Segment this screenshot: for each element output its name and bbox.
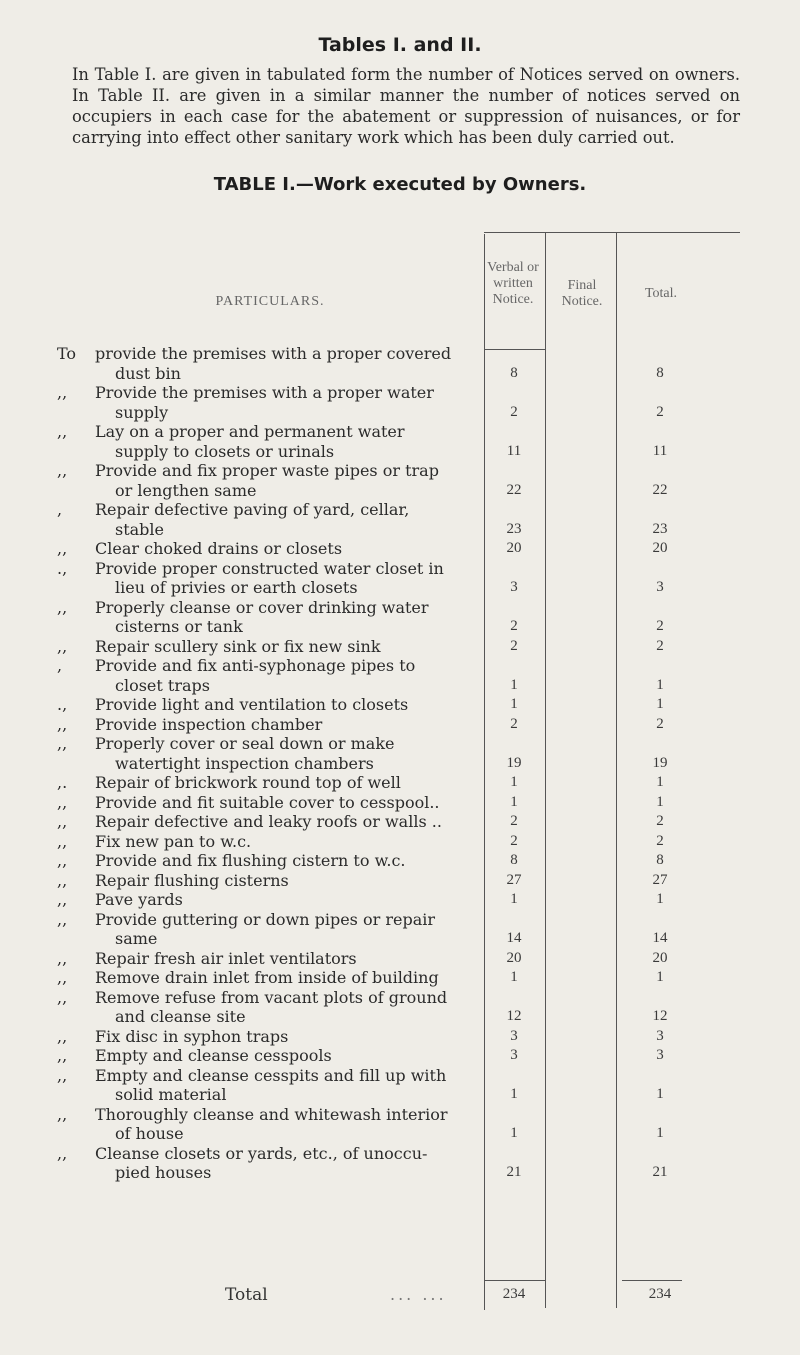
row-particulars bbox=[57, 812, 485, 832]
row-text-line1: Provide and fix anti-syphonage pipes to bbox=[95, 656, 416, 675]
table-row bbox=[0, 715, 800, 735]
row-particulars bbox=[57, 558, 485, 598]
table-row bbox=[0, 812, 800, 832]
table-row bbox=[0, 344, 800, 383]
row-text-line2: same bbox=[115, 929, 158, 948]
total-row bbox=[0, 1285, 800, 1309]
row-total-value: 3 bbox=[656, 579, 664, 595]
row-verbal-value: 20 bbox=[506, 540, 522, 556]
row-text-line1: Repair defective paving of yard, cellar, bbox=[95, 500, 410, 519]
row-verbal-value: 14 bbox=[506, 930, 522, 946]
total-rule-total bbox=[622, 1280, 682, 1281]
row-verbal-value: 12 bbox=[506, 1008, 522, 1024]
row-total-value: 1 bbox=[656, 774, 664, 790]
ditto-mark: ,, bbox=[57, 890, 68, 909]
row-particulars bbox=[57, 461, 485, 500]
row-text-line1: Provide inspection chamber bbox=[95, 714, 323, 734]
row-particulars bbox=[57, 656, 485, 695]
ditto-mark: , bbox=[57, 656, 63, 675]
row-text-line1: Provide light and ventilation to closets bbox=[95, 695, 409, 714]
row-verbal-value: 3 bbox=[510, 579, 518, 595]
row-verbal-value: 2 bbox=[510, 618, 518, 634]
page-heading: Tables I. and II. bbox=[318, 34, 482, 56]
row-verbal-value: 2 bbox=[510, 832, 518, 849]
row-verbal-value: 2 bbox=[510, 813, 518, 829]
row-particulars bbox=[57, 1026, 485, 1047]
ditto-mark: ,, bbox=[57, 812, 68, 831]
header-verbal-notice: Verbal or written Notice. bbox=[487, 260, 539, 307]
ditto-mark: ,, bbox=[57, 461, 68, 480]
row-total-value: 11 bbox=[652, 442, 668, 459]
ditto-mark: ., bbox=[57, 695, 68, 714]
total-total-value: 234 bbox=[648, 1286, 672, 1302]
row-verbal-value: 20 bbox=[506, 949, 522, 966]
row-verbal-value: 1 bbox=[510, 676, 518, 693]
row-particulars bbox=[57, 1065, 485, 1105]
ditto-mark: ,, bbox=[57, 851, 68, 870]
row-text-line2: and cleanse site bbox=[115, 1007, 246, 1026]
row-text-line1: Clear choked drains or closets bbox=[95, 539, 343, 558]
header-total: Total. bbox=[644, 286, 678, 301]
row-verbal-value: 1 bbox=[510, 774, 518, 790]
row-total-value: 1 bbox=[656, 1125, 664, 1141]
row-particulars bbox=[57, 987, 485, 1027]
row-particulars bbox=[57, 890, 485, 910]
table-row bbox=[0, 793, 800, 813]
row-text-line2: lieu of privies or earth closets bbox=[115, 578, 358, 597]
ditto-mark: To bbox=[57, 344, 77, 363]
table-row bbox=[0, 500, 800, 539]
table-row bbox=[0, 559, 800, 598]
table-row bbox=[0, 773, 800, 793]
row-particulars bbox=[57, 636, 485, 657]
row-text-line1: Properly cleanse or cover drinking water bbox=[95, 597, 429, 617]
row-particulars bbox=[57, 773, 485, 793]
row-total-value: 2 bbox=[656, 637, 664, 654]
row-particulars bbox=[57, 1046, 485, 1066]
ditto-mark: ,, bbox=[57, 870, 68, 890]
row-total-value: 2 bbox=[656, 813, 664, 829]
row-particulars bbox=[57, 539, 485, 559]
ditto-mark: ,. bbox=[57, 773, 68, 792]
row-text-line1: Provide guttering or down pipes or repair bbox=[95, 909, 435, 929]
row-text-line1: Pave yards bbox=[95, 890, 183, 909]
row-text-line1: Cleanse closets or yards, etc., of unoccu- bbox=[95, 1143, 428, 1163]
row-text-line1: Fix new pan to w.c. bbox=[95, 831, 252, 851]
table-row bbox=[0, 949, 800, 969]
row-total-value: 14 bbox=[652, 930, 668, 946]
row-text-line2: of house bbox=[115, 1124, 184, 1143]
row-total-value: 27 bbox=[652, 871, 668, 888]
ditto-mark: ,, bbox=[57, 383, 68, 402]
row-text-line2: solid material bbox=[115, 1085, 227, 1104]
row-total-value: 8 bbox=[656, 852, 664, 868]
work-table bbox=[0, 232, 800, 1312]
table-row bbox=[0, 656, 800, 695]
table-row bbox=[0, 1105, 800, 1144]
table-row bbox=[0, 1046, 800, 1066]
ditto-mark: ,, bbox=[57, 539, 68, 558]
row-particulars bbox=[57, 1104, 485, 1144]
ditto-mark: ,, bbox=[57, 987, 68, 1007]
row-total-value: 2 bbox=[656, 832, 664, 849]
row-text-line1: Fix disc in syphon traps bbox=[95, 1026, 289, 1046]
table-row bbox=[0, 461, 800, 500]
ditto-mark: ,, bbox=[57, 1065, 68, 1085]
row-particulars bbox=[57, 714, 485, 735]
row-total-value: 20 bbox=[652, 540, 668, 556]
ditto-mark: ,, bbox=[57, 714, 68, 734]
row-text-line1: Properly cover or seal down or make bbox=[95, 734, 395, 753]
ditto-mark: ,, bbox=[57, 968, 68, 987]
row-verbal-value: 27 bbox=[506, 871, 522, 888]
row-text-line1: Repair fresh air inlet ventilators bbox=[95, 948, 357, 968]
row-verbal-value: 22 bbox=[506, 481, 522, 498]
table-row bbox=[0, 1144, 800, 1183]
row-text-line2: or lengthen same bbox=[115, 480, 257, 500]
row-text-line1: Provide and fix flushing cistern to w.c. bbox=[95, 851, 406, 870]
ditto-mark: ., bbox=[57, 558, 68, 578]
row-verbal-value: 3 bbox=[510, 1027, 518, 1044]
table-title: TABLE I.—Work executed by Owners. bbox=[213, 174, 587, 195]
row-total-value: 3 bbox=[656, 1047, 664, 1063]
table-row bbox=[0, 910, 800, 949]
row-particulars bbox=[57, 851, 485, 871]
row-text-line1: Repair flushing cisterns bbox=[95, 870, 289, 890]
row-total-value: 20 bbox=[652, 949, 668, 966]
row-text-line2: stable bbox=[115, 519, 165, 539]
row-total-value: 23 bbox=[652, 520, 668, 537]
row-total-value: 1 bbox=[656, 969, 664, 985]
table-row bbox=[0, 871, 800, 891]
row-text-line1: Thoroughly cleanse and whitewash interior bbox=[95, 1104, 448, 1124]
row-total-value: 1 bbox=[656, 793, 664, 810]
row-particulars bbox=[57, 948, 485, 969]
header-particulars: PARTICULARS. bbox=[215, 294, 325, 309]
row-verbal-value: 1 bbox=[510, 891, 518, 907]
row-particulars bbox=[57, 870, 485, 891]
row-text-line2: dust bin bbox=[115, 363, 181, 383]
row-particulars bbox=[57, 597, 485, 637]
row-text-line1: Provide and fix proper waste pipes or trap bbox=[95, 461, 439, 480]
header-top-rule bbox=[484, 232, 740, 233]
row-verbal-value: 2 bbox=[510, 637, 518, 654]
table-row bbox=[0, 832, 800, 852]
row-total-value: 2 bbox=[656, 618, 664, 634]
row-text-line1: Repair defective and leaky roofs or walls .. bbox=[95, 812, 442, 831]
table-row bbox=[0, 598, 800, 637]
table-row bbox=[0, 422, 800, 461]
table-row bbox=[0, 988, 800, 1027]
total-verbal-value: 234 bbox=[502, 1286, 526, 1302]
row-total-value: 19 bbox=[652, 754, 668, 771]
ditto-mark: ,, bbox=[57, 909, 68, 929]
table-row bbox=[0, 1027, 800, 1047]
row-total-value: 1 bbox=[656, 891, 664, 907]
row-particulars bbox=[57, 500, 485, 539]
row-particulars bbox=[57, 695, 485, 715]
row-total-value: 8 bbox=[656, 364, 664, 381]
row-particulars bbox=[57, 734, 485, 773]
row-text-line1: Provide the premises with a proper water bbox=[95, 383, 434, 402]
row-verbal-value: 8 bbox=[510, 364, 518, 381]
table-body bbox=[0, 344, 800, 1183]
row-verbal-value: 2 bbox=[510, 403, 518, 420]
intro-paragraph: In Table I. are given in tabulated form the number of Notices served on owners. In Table II. are given in a similar manner the number of notices served on occupiers in each case for the abatement or suppression of nuisances, or for carrying into effect other sanitary work which has been duly carried out. bbox=[72, 65, 740, 147]
row-verbal-value: 21 bbox=[506, 1164, 522, 1180]
row-verbal-value: 19 bbox=[506, 754, 522, 771]
row-total-value: 2 bbox=[656, 403, 664, 420]
ditto-mark: ,, bbox=[57, 1104, 68, 1124]
ditto-mark: ,, bbox=[57, 1143, 68, 1163]
table-row bbox=[0, 734, 800, 773]
row-text-line1: provide the premises with a proper covered bbox=[95, 344, 452, 363]
row-text-line2: closet traps bbox=[115, 675, 210, 695]
ditto-mark: ,, bbox=[57, 734, 68, 753]
row-particulars bbox=[57, 831, 485, 852]
ditto-mark: ,, bbox=[57, 1046, 68, 1065]
table-row bbox=[0, 851, 800, 871]
row-text-line2: watertight inspection chambers bbox=[115, 753, 374, 773]
header-final-notice: Final Notice. bbox=[561, 278, 603, 309]
row-verbal-value: 1 bbox=[510, 1125, 518, 1141]
row-total-value: 2 bbox=[656, 715, 664, 732]
ditto-mark: ,, bbox=[57, 636, 68, 656]
row-particulars bbox=[57, 792, 485, 813]
row-particulars bbox=[57, 1143, 485, 1183]
table-row bbox=[0, 637, 800, 657]
table-row bbox=[0, 383, 800, 422]
row-text-line1: Provide proper constructed water closet in bbox=[95, 558, 444, 578]
ditto-mark: ,, bbox=[57, 948, 68, 968]
row-particulars bbox=[57, 344, 485, 383]
row-text-line1: Repair scullery sink or fix new sink bbox=[95, 636, 381, 656]
ditto-mark: ,, bbox=[57, 1026, 68, 1046]
row-total-value: 3 bbox=[656, 1027, 664, 1044]
row-total-value: 22 bbox=[652, 481, 668, 498]
total-label: Total bbox=[225, 1285, 268, 1305]
row-verbal-value: 8 bbox=[510, 852, 518, 868]
row-text-line1: Provide and fit suitable cover to cesspool.. bbox=[95, 792, 440, 812]
table-row bbox=[0, 968, 800, 988]
row-particulars bbox=[57, 909, 485, 949]
row-verbal-value: 1 bbox=[510, 696, 518, 712]
row-verbal-value: 1 bbox=[510, 793, 518, 810]
row-text-line2: supply bbox=[115, 402, 169, 422]
ditto-mark: ,, bbox=[57, 831, 68, 851]
row-text-line2: pied houses bbox=[115, 1163, 212, 1182]
row-text-line1: Repair of brickwork round top of well bbox=[95, 773, 401, 792]
row-text-line2: supply to closets or urinals bbox=[115, 441, 335, 461]
row-verbal-value: 23 bbox=[506, 520, 522, 537]
row-particulars bbox=[57, 968, 485, 988]
row-verbal-value: 11 bbox=[506, 442, 522, 459]
row-particulars bbox=[57, 422, 485, 461]
row-text-line1: Empty and cleanse cesspools bbox=[95, 1046, 332, 1065]
table-row bbox=[0, 539, 800, 559]
ditto-mark: ,, bbox=[57, 597, 68, 617]
row-text-line1: Remove refuse from vacant plots of ground bbox=[95, 987, 448, 1007]
row-verbal-value: 3 bbox=[510, 1047, 518, 1063]
ditto-mark: , bbox=[57, 500, 63, 519]
row-text-line1: Lay on a proper and permanent water bbox=[95, 422, 405, 441]
total-rule-verbal bbox=[484, 1280, 545, 1281]
ditto-mark: ,, bbox=[57, 792, 68, 812]
table-row bbox=[0, 890, 800, 910]
row-verbal-value: 1 bbox=[510, 1086, 518, 1102]
table-row bbox=[0, 1066, 800, 1105]
ditto-mark: ,, bbox=[57, 422, 68, 441]
row-verbal-value: 1 bbox=[510, 969, 518, 985]
row-text-line2: cisterns or tank bbox=[115, 617, 243, 636]
row-total-value: 1 bbox=[656, 1086, 664, 1102]
total-leader-dots: ... ... bbox=[390, 1285, 447, 1304]
row-total-value: 12 bbox=[652, 1008, 668, 1024]
row-text-line1: Remove drain inlet from inside of building bbox=[95, 968, 439, 987]
row-total-value: 1 bbox=[656, 696, 664, 712]
row-total-value: 21 bbox=[652, 1164, 668, 1180]
row-total-value: 1 bbox=[656, 676, 664, 693]
row-particulars bbox=[57, 383, 485, 422]
row-verbal-value: 2 bbox=[510, 715, 518, 732]
table-row bbox=[0, 695, 800, 715]
row-text-line1: Empty and cleanse cesspits and fill up with bbox=[95, 1065, 447, 1085]
